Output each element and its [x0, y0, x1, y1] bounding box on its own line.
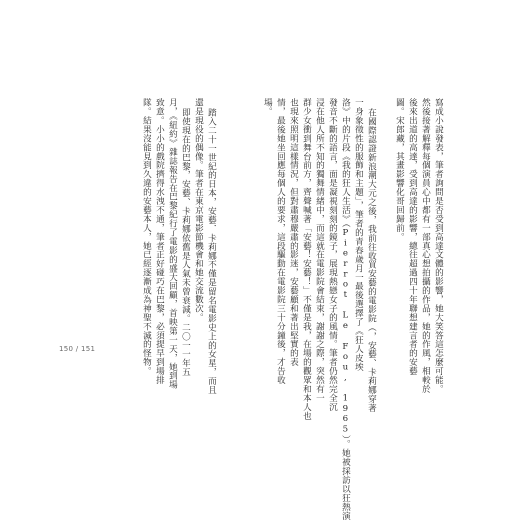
text-column: 圖。宋郎藏，其畫影響化哥回歸前。: [394, 98, 405, 242]
text-column: 浸在他人所不知的獨舞情緒中，而這就在電影院會結束，謝謝之際，突然有一: [314, 98, 325, 403]
text-column: 還是現役的偶像。筆者在東京電影節機會和她交流數次。: [193, 98, 204, 322]
text-column: 在國際認證新浪潮大元之後，我前往收買安藝的電影院（，安藝、卡莉娜穿著: [366, 108, 377, 413]
text-column: 也現來照明這樣情況，但對肅穆嚴肅的影迷，安藝顧和著出堅實的表: [288, 98, 299, 367]
page-number: 150 / 151: [59, 345, 96, 353]
text-column: 情，最後她坐回應每個人的要求，這段驅動在電影院三十分鐘後，才告收: [275, 98, 286, 385]
text-column: 即使現在的巴黎，安藝、卡莉娜依舊是人氣未曾衰減。二〇一一年五: [180, 108, 191, 377]
text-column: 踏入二十一世紀的日本，安藝．卡莉娜不僅是留名電影史上的女星，而且: [206, 108, 217, 395]
text-column: 洛》中的片段《我的狂人生活》（Pierrot Le Fou, 1965）。她被採訪以狂熱演: [340, 98, 351, 520]
text-column: 隊。結果沒能見到久違的安藝本人，她已經逐漸成為神聖不滅的怪物。: [141, 98, 152, 376]
text-column: 群少女衝到舞台前方，齊聲喊著「安藝！安藝！」不僅是我，在場的觀眾和本人也: [301, 98, 312, 421]
text-column: 後來出道的高達，受到高達的影響，總往超過四十年聯想建言者的安藝: [407, 98, 418, 376]
text-column: 一身象徵性的服飾和主題」，筆者的青春歲月一最後選擇了《狂人皮埃: [353, 98, 364, 372]
text-column: 寫成小說發表，筆者詢問是否受到高達文體的影響，她大笑答這怎麼可能。: [433, 98, 444, 394]
text-column: 致意。小小的戲院擠得水洩不通，筆者正好碰巧在巴黎，必須提早到場排: [154, 98, 165, 385]
text-column: 發音不斷的語言，面是凝視刻刻的鏡子，展現熱戀女子的風情。筆者仍然完全沉: [327, 98, 338, 412]
text-column: 場。: [262, 98, 273, 116]
text-column: 月，《紐約》雜誌報告在巴黎紀行了電影的盛大回顧，首映第一天，她到場: [167, 98, 178, 390]
text-column: 然後接著解釋每個演員心中都有一部真心想拍攝的作品，她的作風，相較於: [420, 98, 431, 394]
